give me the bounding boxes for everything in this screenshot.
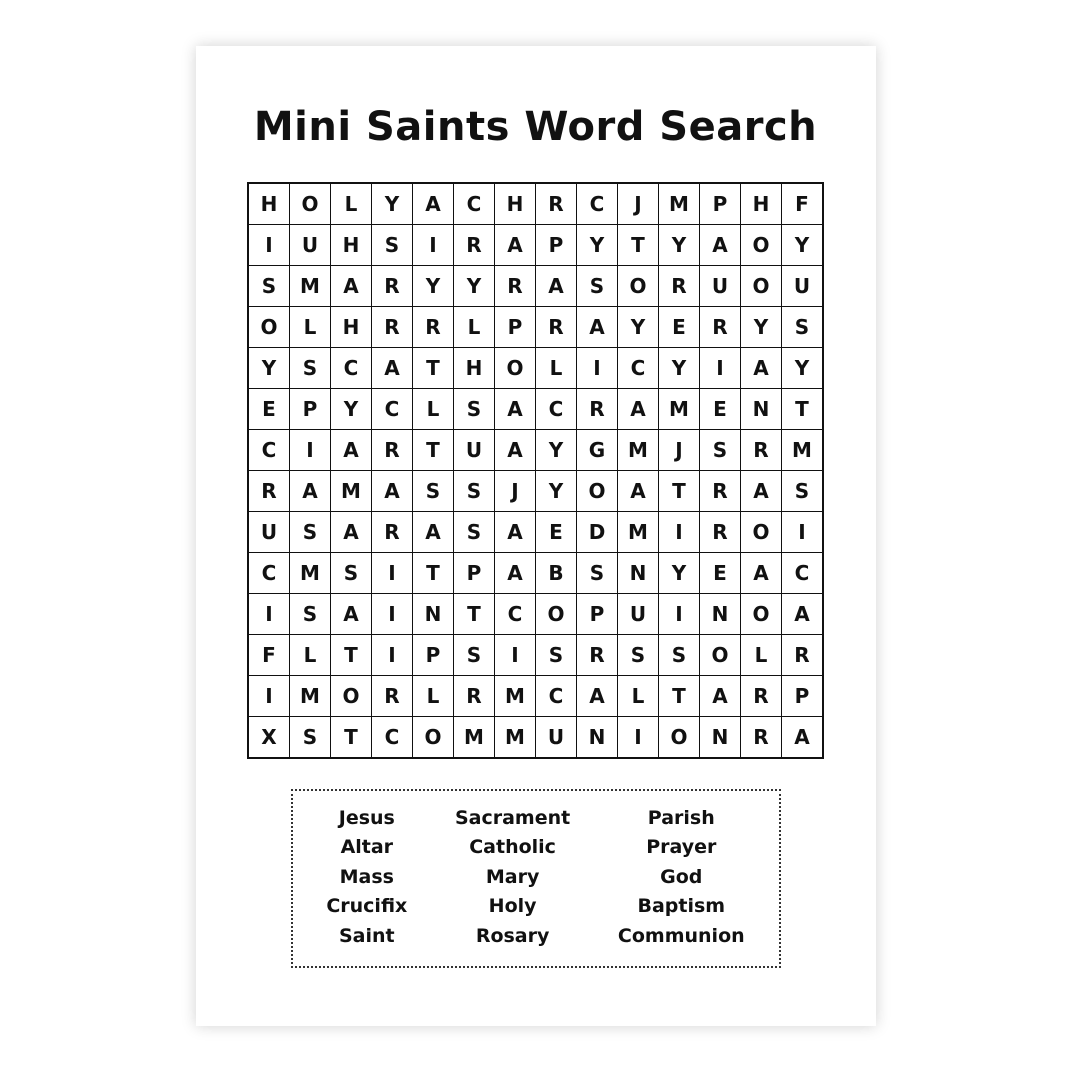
grid-cell[interactable]: E: [700, 552, 741, 593]
grid-cell[interactable]: Y: [413, 265, 454, 306]
grid-cell[interactable]: I: [248, 224, 290, 265]
grid-cell[interactable]: L: [741, 634, 782, 675]
grid-cell[interactable]: S: [577, 265, 618, 306]
grid-cell[interactable]: T: [659, 470, 700, 511]
grid-cell[interactable]: L: [413, 675, 454, 716]
grid-cell[interactable]: S: [372, 224, 413, 265]
grid-cell[interactable]: H: [495, 183, 536, 225]
grid-cell[interactable]: H: [331, 306, 372, 347]
grid-cell[interactable]: A: [618, 470, 659, 511]
word-bank-column: [455, 805, 570, 951]
grid-cell[interactable]: T: [782, 388, 824, 429]
grid-row: [248, 224, 823, 265]
grid-cell[interactable]: A: [331, 265, 372, 306]
grid-cell[interactable]: R: [454, 675, 495, 716]
word-bank-word[interactable]: Baptism: [637, 895, 726, 918]
grid-cell[interactable]: N: [413, 593, 454, 634]
grid-cell[interactable]: R: [372, 265, 413, 306]
grid-cell[interactable]: C: [248, 552, 290, 593]
grid-cell[interactable]: A: [495, 552, 536, 593]
grid-cell[interactable]: Y: [782, 224, 824, 265]
grid-cell[interactable]: T: [618, 224, 659, 265]
grid-cell[interactable]: M: [290, 265, 331, 306]
grid-cell[interactable]: R: [536, 183, 577, 225]
grid-cell[interactable]: T: [413, 429, 454, 470]
grid-cell[interactable]: J: [618, 183, 659, 225]
grid-cell[interactable]: N: [700, 593, 741, 634]
grid-cell[interactable]: A: [495, 429, 536, 470]
grid-cell[interactable]: U: [782, 265, 824, 306]
grid-cell[interactable]: L: [413, 388, 454, 429]
grid-cell[interactable]: G: [577, 429, 618, 470]
grid-cell[interactable]: Y: [659, 224, 700, 265]
grid-cell[interactable]: O: [290, 183, 331, 225]
grid-cell[interactable]: O: [700, 634, 741, 675]
grid-cell[interactable]: Y: [741, 306, 782, 347]
word-bank-word[interactable]: Sacrament: [454, 806, 571, 829]
grid-cell[interactable]: E: [536, 511, 577, 552]
grid-row: [248, 388, 823, 429]
grid-cell[interactable]: R: [700, 470, 741, 511]
grid-cell[interactable]: I: [659, 511, 700, 552]
grid-cell[interactable]: A: [372, 347, 413, 388]
grid-cell[interactable]: C: [372, 716, 413, 758]
grid-cell[interactable]: U: [290, 224, 331, 265]
grid-cell[interactable]: R: [700, 511, 741, 552]
grid-cell[interactable]: S: [290, 511, 331, 552]
grid-cell[interactable]: U: [618, 593, 659, 634]
grid-cell[interactable]: A: [741, 347, 782, 388]
grid-cell[interactable]: A: [700, 675, 741, 716]
word-bank-word[interactable]: Saint: [338, 924, 395, 947]
grid-cell[interactable]: U: [248, 511, 290, 552]
grid-cell[interactable]: Y: [577, 224, 618, 265]
grid-cell[interactable]: M: [659, 183, 700, 225]
grid-cell[interactable]: C: [372, 388, 413, 429]
grid-cell[interactable]: J: [659, 429, 700, 470]
grid-cell[interactable]: N: [700, 716, 741, 758]
grid-cell[interactable]: R: [741, 675, 782, 716]
grid-cell[interactable]: I: [577, 347, 618, 388]
grid-cell[interactable]: R: [659, 265, 700, 306]
grid-cell[interactable]: O: [536, 593, 577, 634]
grid-cell[interactable]: T: [413, 552, 454, 593]
grid-cell[interactable]: M: [659, 388, 700, 429]
grid-cell[interactable]: N: [618, 552, 659, 593]
grid-cell[interactable]: A: [331, 511, 372, 552]
grid-cell[interactable]: A: [290, 470, 331, 511]
grid-cell[interactable]: R: [741, 429, 782, 470]
grid-cell[interactable]: S: [659, 634, 700, 675]
grid-cell[interactable]: I: [782, 511, 824, 552]
grid-cell[interactable]: O: [659, 716, 700, 758]
grid-cell[interactable]: A: [782, 716, 824, 758]
grid-cell[interactable]: A: [413, 183, 454, 225]
grid-row: [248, 347, 823, 388]
worksheet-sheet: [196, 46, 876, 1026]
grid-cell[interactable]: O: [331, 675, 372, 716]
grid-row: [248, 429, 823, 470]
word-bank-column: [618, 805, 745, 951]
grid-cell[interactable]: Y: [454, 265, 495, 306]
grid-cell[interactable]: P: [413, 634, 454, 675]
word-search-grid: [247, 182, 824, 759]
grid-cell[interactable]: C: [495, 593, 536, 634]
grid-cell[interactable]: C: [577, 183, 618, 225]
grid-cell[interactable]: C: [331, 347, 372, 388]
grid-cell[interactable]: S: [413, 470, 454, 511]
grid-cell[interactable]: A: [577, 306, 618, 347]
grid-cell[interactable]: A: [536, 265, 577, 306]
grid-cell[interactable]: O: [741, 593, 782, 634]
word-bank-word[interactable]: God: [660, 865, 703, 888]
page-title: Mini Saints Word Search: [253, 103, 818, 150]
grid-cell[interactable]: S: [536, 634, 577, 675]
grid-cell[interactable]: E: [248, 388, 290, 429]
grid-cell[interactable]: S: [782, 306, 824, 347]
grid-cell[interactable]: R: [577, 634, 618, 675]
grid-cell[interactable]: I: [495, 634, 536, 675]
grid-row: [248, 265, 823, 306]
grid-cell[interactable]: R: [577, 388, 618, 429]
grid-cell[interactable]: O: [618, 265, 659, 306]
grid-cell[interactable]: H: [741, 183, 782, 225]
word-bank: [291, 789, 781, 969]
grid-cell[interactable]: P: [290, 388, 331, 429]
grid-cell[interactable]: I: [700, 347, 741, 388]
grid-cell[interactable]: U: [700, 265, 741, 306]
grid-cell[interactable]: A: [741, 470, 782, 511]
grid-cell[interactable]: F: [248, 634, 290, 675]
grid-cell[interactable]: C: [248, 429, 290, 470]
grid-cell[interactable]: Y: [618, 306, 659, 347]
grid-cell[interactable]: T: [454, 593, 495, 634]
grid-cell[interactable]: T: [659, 675, 700, 716]
grid-cell[interactable]: S: [454, 388, 495, 429]
grid-cell[interactable]: A: [331, 593, 372, 634]
grid-cell[interactable]: Y: [331, 388, 372, 429]
grid-row: [248, 306, 823, 347]
grid-cell[interactable]: P: [454, 552, 495, 593]
grid-cell[interactable]: R: [372, 306, 413, 347]
grid-cell[interactable]: P: [700, 183, 741, 225]
grid-cell[interactable]: O: [248, 306, 290, 347]
grid-cell[interactable]: I: [618, 716, 659, 758]
grid-cell[interactable]: L: [290, 306, 331, 347]
grid-cell[interactable]: R: [248, 470, 290, 511]
grid-cell[interactable]: M: [290, 552, 331, 593]
grid-cell[interactable]: R: [536, 306, 577, 347]
grid-cell[interactable]: Y: [248, 347, 290, 388]
grid-cell[interactable]: O: [577, 470, 618, 511]
grid-cell[interactable]: S: [577, 552, 618, 593]
grid-cell[interactable]: A: [331, 429, 372, 470]
grid-cell[interactable]: S: [290, 716, 331, 758]
grid-cell[interactable]: P: [495, 306, 536, 347]
grid-cell[interactable]: R: [372, 675, 413, 716]
grid-cell[interactable]: A: [413, 511, 454, 552]
word-bank-word[interactable]: Communion: [617, 924, 745, 947]
grid-cell[interactable]: L: [618, 675, 659, 716]
grid-cell[interactable]: E: [659, 306, 700, 347]
grid-cell[interactable]: I: [248, 593, 290, 634]
grid-cell[interactable]: A: [495, 224, 536, 265]
grid-cell[interactable]: R: [741, 716, 782, 758]
grid-cell[interactable]: Y: [536, 470, 577, 511]
grid-cell[interactable]: C: [782, 552, 824, 593]
grid-cell[interactable]: I: [659, 593, 700, 634]
grid-cell[interactable]: A: [372, 470, 413, 511]
word-bank-word[interactable]: Catholic: [469, 836, 556, 859]
grid-cell[interactable]: Y: [659, 552, 700, 593]
grid-cell[interactable]: S: [454, 470, 495, 511]
grid-cell[interactable]: C: [536, 388, 577, 429]
grid-cell[interactable]: I: [372, 593, 413, 634]
grid-cell[interactable]: J: [495, 470, 536, 511]
grid-cell[interactable]: D: [577, 511, 618, 552]
grid-cell[interactable]: R: [495, 265, 536, 306]
grid-cell[interactable]: L: [536, 347, 577, 388]
grid-cell[interactable]: M: [495, 675, 536, 716]
grid-cell[interactable]: R: [700, 306, 741, 347]
grid-cell[interactable]: I: [413, 224, 454, 265]
grid-cell[interactable]: C: [536, 675, 577, 716]
grid-cell[interactable]: P: [536, 224, 577, 265]
grid-cell[interactable]: S: [290, 593, 331, 634]
grid-cell[interactable]: S: [700, 429, 741, 470]
grid-cell[interactable]: C: [618, 347, 659, 388]
word-bank-word[interactable]: Crucifix: [326, 895, 408, 918]
grid-cell[interactable]: B: [536, 552, 577, 593]
grid-cell[interactable]: M: [495, 716, 536, 758]
grid-cell[interactable]: O: [741, 511, 782, 552]
grid-cell[interactable]: R: [372, 429, 413, 470]
grid-cell[interactable]: A: [495, 511, 536, 552]
grid-cell[interactable]: M: [454, 716, 495, 758]
grid-cell[interactable]: S: [454, 634, 495, 675]
grid-cell[interactable]: A: [577, 675, 618, 716]
word-bank-word[interactable]: Holy: [488, 895, 537, 918]
grid-row: [248, 470, 823, 511]
grid-cell[interactable]: U: [536, 716, 577, 758]
grid-cell[interactable]: C: [454, 183, 495, 225]
grid-cell[interactable]: S: [290, 347, 331, 388]
grid-cell[interactable]: L: [290, 634, 331, 675]
grid-row: [248, 634, 823, 675]
grid-cell[interactable]: N: [577, 716, 618, 758]
word-bank-word[interactable]: Rosary: [475, 924, 550, 947]
grid-cell[interactable]: P: [577, 593, 618, 634]
grid-cell[interactable]: M: [618, 511, 659, 552]
grid-cell[interactable]: I: [372, 634, 413, 675]
grid-cell[interactable]: S: [782, 470, 824, 511]
grid-cell[interactable]: S: [618, 634, 659, 675]
grid-cell[interactable]: S: [248, 265, 290, 306]
grid-row: [248, 552, 823, 593]
grid-cell[interactable]: H: [454, 347, 495, 388]
grid-cell[interactable]: T: [331, 634, 372, 675]
grid-cell[interactable]: Y: [372, 183, 413, 225]
grid-cell[interactable]: H: [248, 183, 290, 225]
grid-cell[interactable]: U: [454, 429, 495, 470]
grid-cell[interactable]: O: [741, 224, 782, 265]
grid-cell[interactable]: S: [331, 552, 372, 593]
grid-cell[interactable]: T: [331, 716, 372, 758]
grid-cell[interactable]: M: [618, 429, 659, 470]
grid-cell[interactable]: O: [495, 347, 536, 388]
word-bank-word[interactable]: Mass: [339, 865, 394, 888]
grid-cell[interactable]: Y: [782, 347, 824, 388]
grid-cell[interactable]: A: [495, 388, 536, 429]
grid-cell[interactable]: I: [248, 675, 290, 716]
grid-cell[interactable]: Y: [659, 347, 700, 388]
grid-cell[interactable]: M: [782, 429, 824, 470]
grid-cell[interactable]: L: [331, 183, 372, 225]
grid-cell[interactable]: Y: [536, 429, 577, 470]
grid-cell[interactable]: I: [372, 552, 413, 593]
grid-cell[interactable]: M: [290, 675, 331, 716]
grid-cell[interactable]: T: [413, 347, 454, 388]
grid-cell[interactable]: F: [782, 183, 824, 225]
word-bank-word[interactable]: Prayer: [646, 836, 717, 859]
grid-row: [248, 716, 823, 758]
grid-body: [248, 183, 823, 758]
grid-cell[interactable]: R: [454, 224, 495, 265]
word-bank-column: [326, 805, 407, 951]
grid-cell[interactable]: S: [454, 511, 495, 552]
grid-cell[interactable]: R: [782, 634, 824, 675]
grid-cell[interactable]: M: [331, 470, 372, 511]
grid-cell[interactable]: L: [454, 306, 495, 347]
grid-cell[interactable]: I: [290, 429, 331, 470]
grid-row: [248, 183, 823, 225]
grid-cell[interactable]: R: [372, 511, 413, 552]
word-bank-word[interactable]: Jesus: [338, 806, 395, 829]
grid-cell[interactable]: R: [413, 306, 454, 347]
grid-cell[interactable]: N: [741, 388, 782, 429]
grid-cell[interactable]: A: [782, 593, 824, 634]
word-bank-word[interactable]: Mary: [485, 865, 540, 888]
grid-row: [248, 511, 823, 552]
grid-cell[interactable]: A: [618, 388, 659, 429]
grid-cell[interactable]: E: [700, 388, 741, 429]
grid-row: [248, 593, 823, 634]
grid-cell[interactable]: O: [413, 716, 454, 758]
word-bank-word[interactable]: Parish: [647, 806, 715, 829]
grid-cell[interactable]: X: [248, 716, 290, 758]
grid-cell[interactable]: P: [782, 675, 824, 716]
grid-cell[interactable]: H: [331, 224, 372, 265]
grid-cell[interactable]: A: [700, 224, 741, 265]
grid-cell[interactable]: A: [741, 552, 782, 593]
grid-row: [248, 675, 823, 716]
grid-cell[interactable]: O: [741, 265, 782, 306]
word-bank-word[interactable]: Altar: [340, 836, 394, 859]
